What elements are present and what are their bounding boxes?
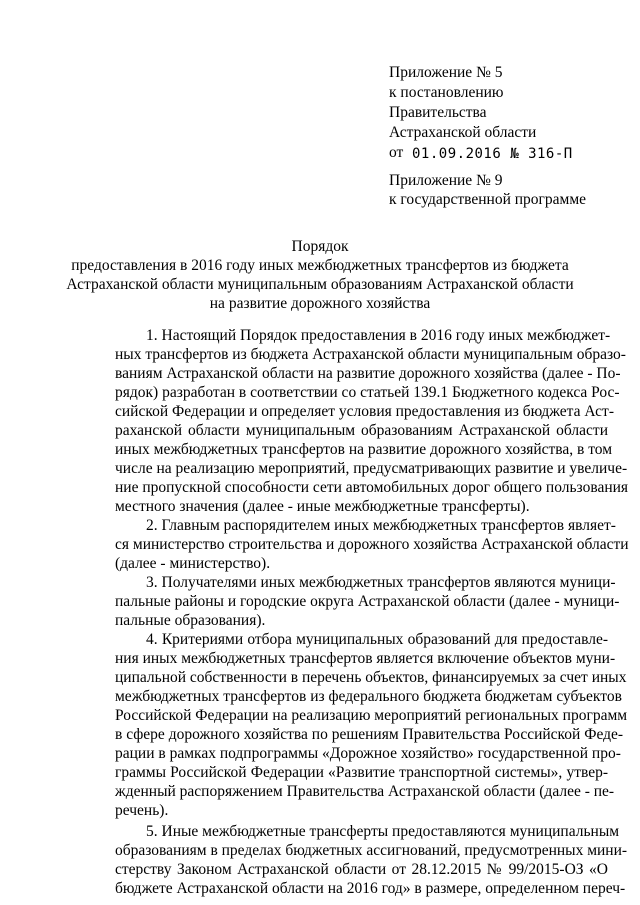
- body-line: ся министерство строительства и дорожного хозяйства Астраханской области: [115, 536, 629, 553]
- appendix-program-number: Приложение № 9: [389, 172, 503, 189]
- body-line: 5. Иные межбюджетные трансферты предоставляются муниципальным: [146, 823, 620, 840]
- appendix-date-prefix: от: [389, 144, 404, 161]
- body-line: числе на реализацию мероприятий, предусматривающих развитие и увеличе-: [115, 460, 628, 477]
- body-line: 4. Критериями отбора муниципальных образований для предоставле-: [146, 631, 608, 648]
- body-line: 1. Настоящий Порядок предоставления в 2016 году иных межбюджет-: [146, 327, 611, 344]
- body-line: ципальной собственности в перечень объектов, финансируемых за счет иных: [115, 669, 627, 686]
- body-line: пальные районы и городские округа Астраханской области (далее - муници-: [115, 593, 620, 610]
- body-line: образованиям в пределах бюджетных ассигнований, предусмотренных мини-: [115, 842, 628, 859]
- body-line: 2. Главным распорядителем иных межбюджетных трансфертов являет-: [146, 517, 616, 534]
- body-line: Российской Федерации на реализацию мероприятий региональных программ: [115, 707, 628, 724]
- body-line: рации в рамках подпрограммы «Дорожное хозяйство» государственной про-: [115, 745, 621, 762]
- heading-subtitle-line-1: предоставления в 2016 году иных межбюджетных трансфертов из бюджета: [71, 257, 569, 274]
- body-line: (далее - министерство).: [115, 555, 271, 572]
- body-line: бюджете Астраханской области на 2016 год» в размере, определенном переч-: [115, 880, 626, 897]
- body-line: межбюджетных трансфертов из федерального бюджета бюджетам субъектов: [115, 688, 622, 705]
- body-line: раханской области муниципальным образованиям Астраханской области: [115, 422, 608, 439]
- appendix-region: Астраханской области: [389, 124, 537, 141]
- appendix-resolution-ref: к постановлению: [389, 84, 504, 101]
- body-line: стерству Законом Астраханской области от 28.12.2015 № 99/2015-ОЗ «О: [115, 861, 608, 878]
- heading-subtitle-line-2: Астраханской области муниципальным образованиям Астраханской области: [66, 276, 574, 293]
- body-line: жденный распоряжением Правительства Астраханской области (далее - пе-: [115, 783, 615, 800]
- appendix-program-ref: к государственной программе: [389, 191, 587, 208]
- body-line: ния иных межбюджетных трансфертов является включение объектов муни-: [115, 650, 616, 667]
- body-line: речень).: [115, 802, 169, 819]
- appendix-number: Приложение № 5: [389, 64, 503, 81]
- body-line: иных межбюджетных трансфертов на развитие дорожного хозяйства, в том: [115, 441, 613, 458]
- body-line: рядок) разработан в соответствии со статьей 139.1 Бюджетного кодекса Рос-: [115, 384, 620, 401]
- heading-title: Порядок: [291, 238, 349, 255]
- body-line: местного значения (далее - иные межбюджетные трансферты).: [115, 498, 530, 515]
- heading-subtitle-line-3: на развитие дорожного хозяйства: [209, 295, 431, 312]
- body-line: сийской Федерации и определяет условия предоставления из бюджета Аст-: [115, 403, 614, 420]
- appendix-date-stamp: 01.09.2016 № 316-П: [412, 146, 573, 162]
- body-line: ваниям Астраханской области на развитие дорожного хозяйства (далее - По-: [115, 365, 621, 382]
- body-line: ние пропускной способности сети автомобильных дорог общего пользования: [115, 479, 629, 496]
- body-line: граммы Российской Федерации «Развитие транспортной системы», утвер-: [115, 764, 608, 781]
- body-line: ных трансфертов из бюджета Астраханской области муниципальным образо-: [115, 346, 626, 363]
- body-line: 3. Получателями иных межбюджетных трансфертов являются муници-: [146, 574, 616, 591]
- appendix-government: Правительства: [389, 104, 487, 121]
- body-line: пальные образования).: [115, 612, 266, 629]
- body-line: в сфере дорожного хозяйства по решениям Правительства Российской Феде-: [115, 726, 624, 743]
